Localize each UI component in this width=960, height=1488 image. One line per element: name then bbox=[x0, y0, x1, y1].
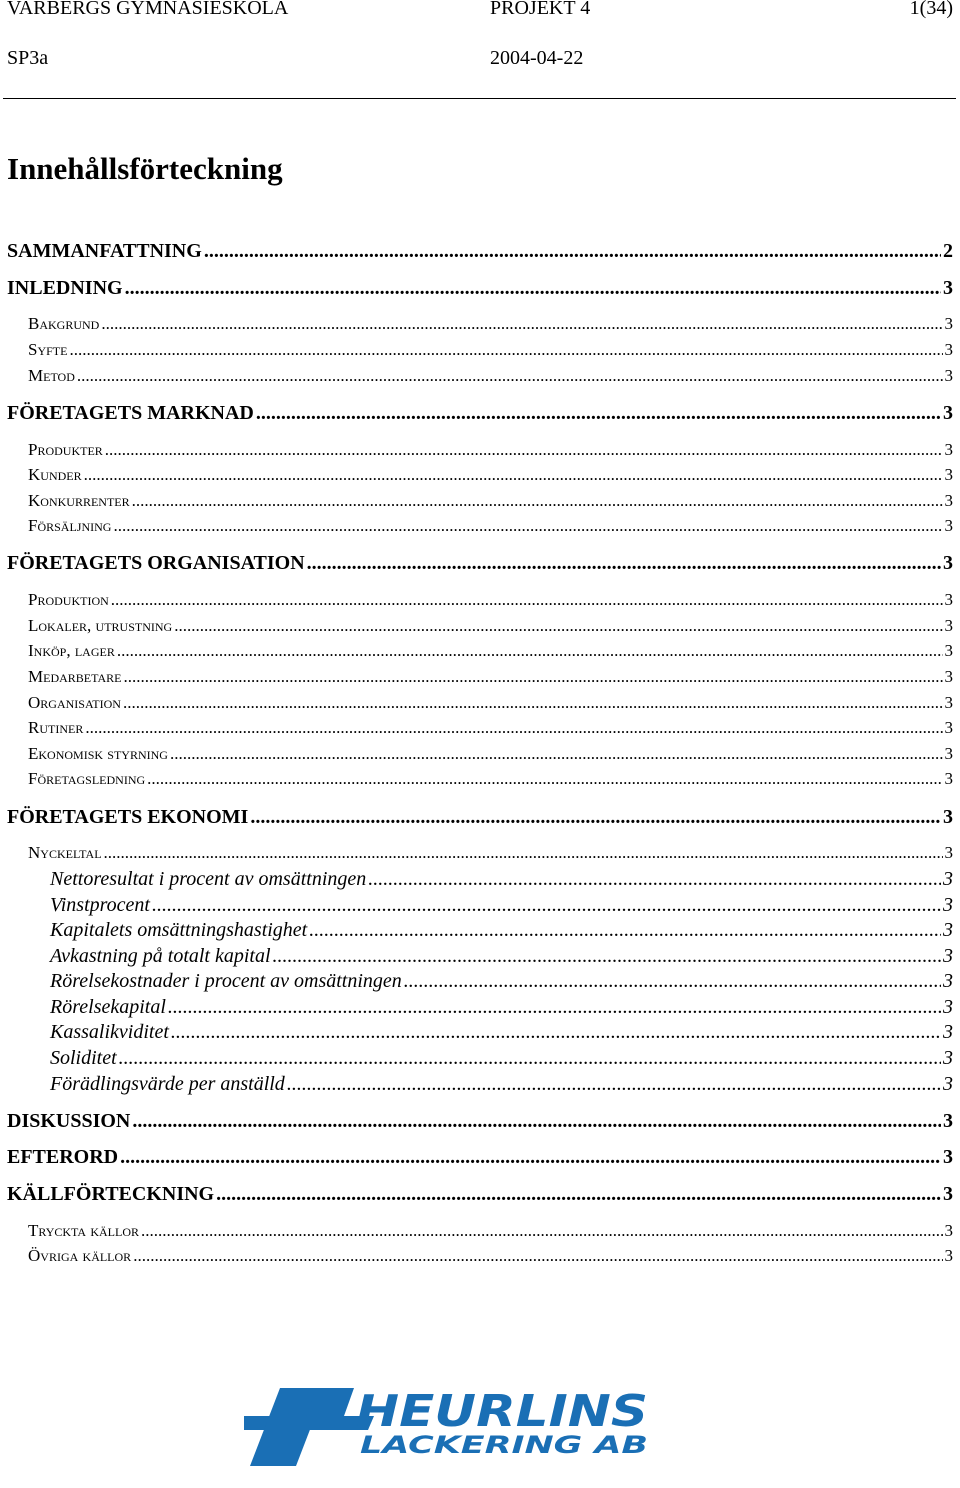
toc-entry-title: Kapitalets omsättningshastighet bbox=[50, 919, 308, 941]
school-name: VARBERGS GYMNASIESKOLA bbox=[7, 0, 289, 19]
toc-entry-title: Tryckta källor bbox=[28, 1221, 140, 1240]
project-name: PROJEKT 4 bbox=[490, 0, 591, 19]
toc-leader-dots bbox=[307, 552, 941, 575]
toc-leader-dots bbox=[125, 277, 941, 300]
toc-entry[interactable] bbox=[7, 945, 953, 968]
toc-entry[interactable] bbox=[7, 1073, 953, 1096]
page-header-row-2 bbox=[7, 47, 953, 73]
toc-leader-dots bbox=[287, 1073, 941, 1096]
toc-leader-dots bbox=[168, 996, 941, 1019]
toc-entry-title: FÖRETAGETS MARKNAD bbox=[7, 402, 254, 424]
toc-entry[interactable] bbox=[7, 919, 953, 942]
toc-entry-page: 3 bbox=[943, 1183, 953, 1205]
toc-leader-dots bbox=[147, 769, 942, 789]
toc-leader-dots bbox=[132, 1110, 941, 1133]
toc-leader-dots bbox=[77, 366, 943, 386]
toc-entry-page: 3 bbox=[944, 590, 953, 609]
toc-entry-page: 3 bbox=[944, 516, 953, 535]
toc-leader-dots bbox=[132, 491, 943, 511]
toc-leader-dots bbox=[171, 1021, 941, 1044]
toc-entry-page: 2 bbox=[943, 240, 953, 262]
toc-leader-dots bbox=[101, 314, 942, 334]
toc-entry-page: 3 bbox=[944, 718, 953, 737]
toc-entry-title: Produkter bbox=[28, 440, 103, 459]
toc-entry-page: 3 bbox=[944, 440, 953, 459]
toc-entry-page: 3 bbox=[943, 1146, 953, 1168]
toc-entry[interactable] bbox=[7, 440, 953, 460]
toc-entry-title: Övriga källor bbox=[28, 1246, 132, 1265]
toc-entry[interactable] bbox=[7, 868, 953, 891]
toc-leader-dots bbox=[174, 616, 942, 636]
toc-entry[interactable] bbox=[7, 641, 953, 661]
toc-entry-page: 3 bbox=[944, 491, 953, 510]
toc-entry-page: 3 bbox=[943, 1021, 953, 1043]
toc-entry[interactable] bbox=[7, 843, 953, 863]
toc-entry[interactable] bbox=[7, 402, 953, 425]
toc-entry-title: Inköp, lager bbox=[28, 641, 115, 660]
toc-leader-dots bbox=[84, 465, 943, 485]
toc-entry-page: 3 bbox=[944, 667, 953, 686]
toc-leader-dots bbox=[273, 945, 941, 968]
toc-entry[interactable] bbox=[7, 1221, 953, 1241]
toc-entry-title: Metod bbox=[28, 366, 75, 385]
toc-entry-title: Rutiner bbox=[28, 718, 84, 737]
toc-leader-dots bbox=[85, 718, 942, 738]
svg-text:LACKERING AB: LACKERING AB bbox=[360, 1431, 648, 1459]
toc-entry-title: Bakgrund bbox=[28, 314, 100, 333]
toc-entry-page: 3 bbox=[943, 919, 953, 941]
class-name: SP3a bbox=[7, 47, 49, 69]
page-title: Innehållsförteckning bbox=[7, 151, 283, 186]
toc-entry-title: Kunder bbox=[28, 465, 82, 484]
toc-entry[interactable] bbox=[7, 240, 953, 263]
toc-leader-dots bbox=[133, 1246, 942, 1266]
toc-entry-title: Syfte bbox=[28, 340, 68, 359]
toc-entry[interactable] bbox=[7, 516, 953, 536]
toc-leader-dots bbox=[113, 516, 942, 536]
toc-entry-title: Avkastning på totalt kapital bbox=[50, 945, 271, 967]
toc-leader-dots bbox=[368, 868, 941, 891]
toc-entry-page: 3 bbox=[943, 970, 953, 992]
toc-entry-title: Produktion bbox=[28, 590, 109, 609]
toc-entry[interactable] bbox=[7, 718, 953, 738]
toc-entry-title: Ekonomisk styrning bbox=[28, 744, 168, 763]
toc-leader-dots bbox=[152, 894, 941, 917]
toc-entry-title: DISKUSSION bbox=[7, 1110, 131, 1132]
toc-entry-title: Rörelsekapital bbox=[50, 996, 166, 1018]
toc-leader-dots bbox=[111, 590, 943, 610]
toc-entry-page: 3 bbox=[944, 366, 953, 385]
toc-entry[interactable] bbox=[7, 616, 953, 636]
toc-entry-title: Vinstprocent bbox=[50, 894, 150, 916]
toc-entry[interactable] bbox=[7, 465, 953, 485]
toc-entry-title: FÖRETAGETS EKONOMI bbox=[7, 806, 249, 828]
toc-entry-page: 3 bbox=[944, 693, 953, 712]
toc-entry-page: 3 bbox=[943, 945, 953, 967]
toc-entry-title: EFTERORD bbox=[7, 1146, 119, 1168]
toc-entry-title: Rörelsekostnader i procent av omsättningen bbox=[50, 970, 402, 992]
toc-leader-dots bbox=[204, 240, 941, 263]
toc-leader-dots bbox=[69, 340, 942, 360]
toc-leader-dots bbox=[117, 641, 943, 661]
toc-entry[interactable] bbox=[7, 769, 953, 789]
toc-entry[interactable] bbox=[7, 744, 953, 764]
toc-entry[interactable] bbox=[7, 806, 953, 829]
toc-leader-dots bbox=[120, 1146, 941, 1169]
toc-entry[interactable] bbox=[7, 693, 953, 713]
toc-entry[interactable] bbox=[7, 970, 953, 993]
header-rule bbox=[3, 98, 956, 99]
toc-entry[interactable] bbox=[7, 491, 953, 511]
toc-entry[interactable] bbox=[7, 996, 953, 1019]
heurlins-logo bbox=[244, 1380, 654, 1470]
toc-leader-dots bbox=[141, 1221, 942, 1241]
toc-entry-page: 3 bbox=[943, 806, 953, 828]
toc-entry[interactable] bbox=[7, 552, 953, 575]
toc-entry-title: Medarbetare bbox=[28, 667, 122, 686]
toc-leader-dots bbox=[124, 667, 943, 687]
toc-entry[interactable] bbox=[7, 590, 953, 610]
svg-text:HEURLINS: HEURLINS bbox=[356, 1386, 648, 1437]
toc-entry[interactable] bbox=[7, 366, 953, 386]
toc-leader-dots bbox=[119, 1047, 941, 1070]
toc-entry-page: 3 bbox=[944, 340, 953, 359]
toc-leader-dots bbox=[105, 440, 943, 460]
toc-entry[interactable] bbox=[7, 1183, 953, 1206]
toc-leader-dots bbox=[104, 843, 943, 863]
toc-entry[interactable] bbox=[7, 894, 953, 917]
toc-entry-page: 3 bbox=[944, 1246, 953, 1265]
toc-entry-page: 3 bbox=[944, 314, 953, 333]
toc-entry-page: 3 bbox=[943, 552, 953, 574]
toc-entry-page: 3 bbox=[943, 402, 953, 424]
toc-entry-page: 3 bbox=[944, 641, 953, 660]
toc-entry-title: KÄLLFÖRTECKNING bbox=[7, 1183, 215, 1205]
toc-entry-title: Soliditet bbox=[50, 1047, 117, 1069]
toc-entry-page: 3 bbox=[944, 744, 953, 763]
toc-entry-page: 3 bbox=[944, 769, 953, 788]
toc-entry[interactable] bbox=[7, 1110, 953, 1133]
toc-entry[interactable] bbox=[7, 277, 953, 300]
toc-entry-title: Nyckeltal bbox=[28, 843, 102, 862]
toc-entry-title: SAMMANFATTNING bbox=[7, 240, 202, 262]
toc-entry-title: Konkurrenter bbox=[28, 491, 130, 510]
toc-leader-dots bbox=[250, 806, 941, 829]
toc-entry-page: 3 bbox=[944, 843, 953, 862]
toc-entry-page: 3 bbox=[943, 1073, 953, 1095]
toc-entry-page: 3 bbox=[944, 465, 953, 484]
toc-entry-title: Företagsledning bbox=[28, 769, 146, 788]
toc-entry[interactable] bbox=[7, 314, 953, 334]
toc-entry[interactable] bbox=[7, 340, 953, 360]
toc-entry-title: Lokaler, utrustning bbox=[28, 616, 173, 635]
page-header-row-1 bbox=[7, 0, 953, 23]
toc-entry-title: INLEDNING bbox=[7, 277, 123, 299]
toc-entry-page: 3 bbox=[943, 894, 953, 916]
toc-leader-dots bbox=[216, 1183, 941, 1206]
toc-entry-title: Förädlingsvärde per anställd bbox=[50, 1073, 285, 1095]
page-number: 1(34) bbox=[909, 0, 953, 19]
toc-entry-title: Försäljning bbox=[28, 516, 112, 535]
toc-entry[interactable] bbox=[7, 667, 953, 687]
toc-entry-title: Nettoresultat i procent av omsättningen bbox=[50, 868, 367, 890]
toc-entry-title: Organisation bbox=[28, 693, 121, 712]
toc-entry-page: 3 bbox=[943, 996, 953, 1018]
toc-entry-page: 3 bbox=[943, 1047, 953, 1069]
toc-leader-dots bbox=[404, 970, 941, 993]
toc-leader-dots bbox=[123, 693, 943, 713]
toc-entry[interactable] bbox=[7, 1047, 953, 1070]
document-date: 2004-04-22 bbox=[490, 47, 584, 69]
toc-entry-page: 3 bbox=[943, 868, 953, 890]
toc-entry[interactable] bbox=[7, 1246, 953, 1266]
toc-entry-title: Kassalikviditet bbox=[50, 1021, 169, 1043]
toc-leader-dots bbox=[256, 402, 941, 425]
toc-leader-dots bbox=[309, 919, 941, 942]
toc-entry-page: 3 bbox=[943, 1110, 953, 1132]
toc-entry-page: 3 bbox=[944, 616, 953, 635]
toc-entry[interactable] bbox=[7, 1146, 953, 1169]
toc-entry-page: 3 bbox=[944, 1221, 953, 1240]
toc-entry-title: FÖRETAGETS ORGANISATION bbox=[7, 552, 305, 574]
toc-entry-page: 3 bbox=[943, 277, 953, 299]
toc-entry[interactable] bbox=[7, 1021, 953, 1044]
toc-leader-dots bbox=[170, 744, 943, 764]
